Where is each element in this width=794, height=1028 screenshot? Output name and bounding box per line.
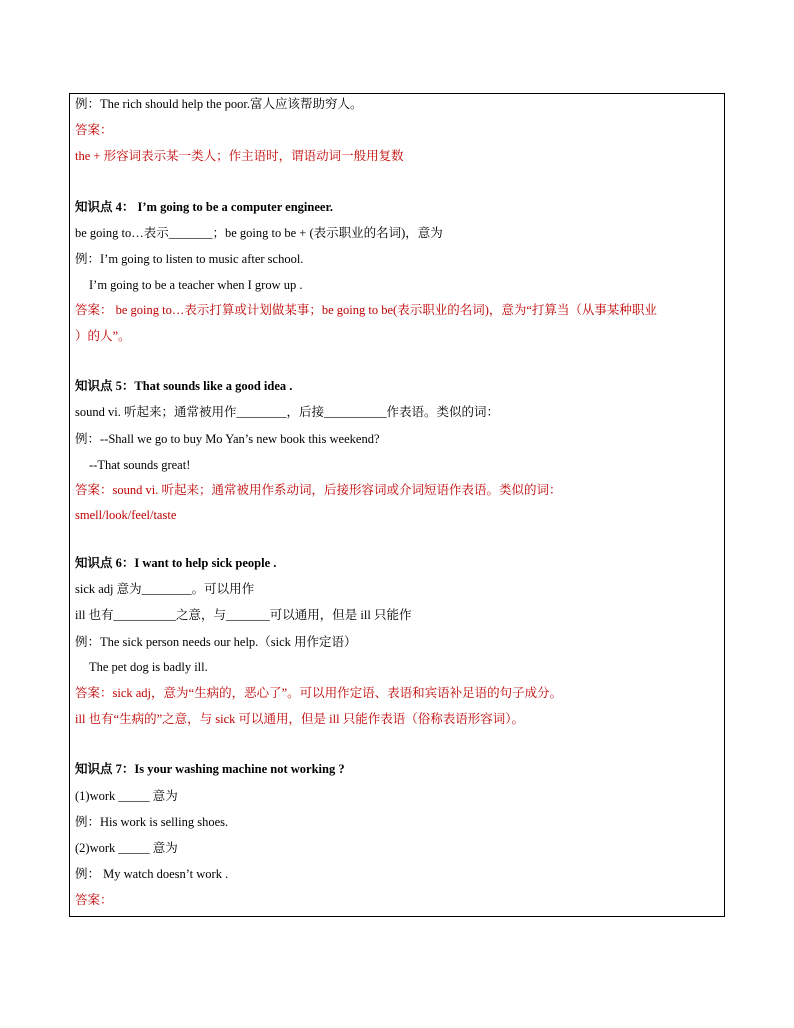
answer-text: the + 形容词表示某一类人；作主语时，谓语动词一般用复数 [75, 149, 404, 163]
answer-label: 答案： [75, 893, 113, 907]
exercise-line: (2)work _____ 意为 [75, 841, 178, 855]
example-text: I’m going to be a teacher when I grow up . [89, 278, 303, 292]
answer-text: 答案： be going to…表示打算或计划做某事；be going to be(表示职业的名词)，意为“打算当（从事某种职业 [75, 303, 657, 317]
answer-label: 答案： [75, 123, 113, 137]
knowledge-point-heading: 知识点 5：That sounds like a good idea . [75, 379, 293, 393]
answer-text: smell/look/feel/taste [75, 508, 177, 522]
answer-text: ）的人”。 [75, 329, 131, 343]
exercise-line: sick adj 意为________。可以用作 [75, 582, 255, 596]
exercise-line: be going to…表示_______；be going to be + (表示职业的名词)，意为 [75, 226, 443, 240]
exercise-line: ill 也有__________之意，与_______可以通用，但是 ill 只能作 [75, 608, 412, 622]
knowledge-point-heading: 知识点 6：I want to help sick people . [75, 556, 277, 570]
answer-text: ill 也有“生病的”之意，与 sick 可以通用，但是 ill 只能作表语（俗称表语形容词）。 [75, 712, 524, 726]
knowledge-point-heading: 知识点 4： I’m going to be a computer engineer. [75, 200, 333, 214]
exercise-line: sound vi. 听起来；通常被用作________，后接__________作表语。类似的词： [75, 405, 499, 419]
example-text: 例：--Shall we go to buy Mo Yan’s new book this weekend? [75, 432, 380, 446]
exercise-line: (1)work _____ 意为 [75, 789, 178, 803]
answer-text: 答案：sound vi. 听起来；通常被用作系动词，后接形容词或介词短语作表语。类似的词： [75, 483, 562, 497]
example-text: The pet dog is badly ill. [89, 660, 208, 674]
knowledge-point-heading: 知识点 7：Is your washing machine not working ? [75, 762, 345, 776]
example-text: 例： My watch doesn’t work . [75, 867, 229, 881]
example-text: 例：The sick person needs our help.（sick 用作定语） [75, 635, 357, 649]
example-text: 例：The rich should help the poor.富人应该帮助穷人。 [75, 97, 363, 111]
example-text: 例：His work is selling shoes. [75, 815, 229, 829]
example-text: 例：I’m going to listen to music after school. [75, 252, 304, 266]
example-text: --That sounds great! [89, 458, 191, 472]
answer-text: 答案：sick adj，意为“生病的，恶心了”。可以用作定语、表语和宾语补足语的句子成分。 [75, 686, 563, 700]
